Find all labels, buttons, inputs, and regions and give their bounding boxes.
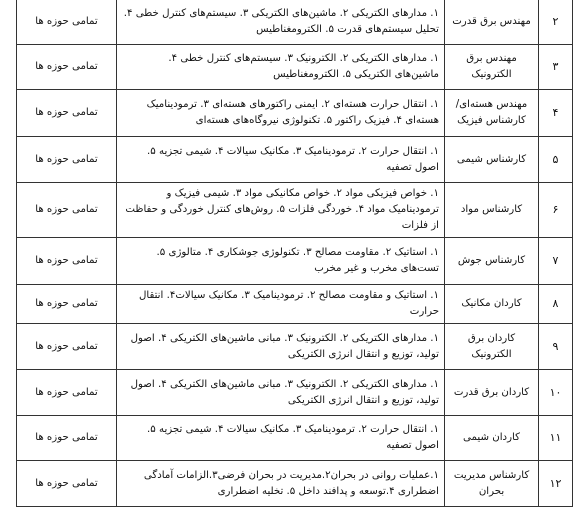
row-number: ۴	[539, 90, 573, 137]
job-title: کاردان برق الکترونیک	[445, 324, 539, 370]
row-number: ۶	[539, 183, 573, 238]
scope: تمامی حوزه ها	[17, 183, 117, 238]
scope: تمامی حوزه ها	[17, 461, 117, 507]
row-number: ۵	[539, 137, 573, 183]
table-row	[17, 90, 573, 137]
table-row	[17, 370, 573, 416]
scope: تمامی حوزه ها	[17, 0, 117, 45]
job-title: کاردان مکانیک	[445, 285, 539, 324]
exam-topics: ۱. مدارهای الکتریکی ۲. الکترونیک ۳. سیستم‌های کنترل خطی ۴. ماشین‌های الکتریکی ۵. الکترومغناطیس	[117, 45, 445, 90]
exam-topics: ۱.عملیات روانی در بحران۲.مدیریت در بحران فرضی۳.الزامات آمادگی اضطراری ۴.توسعه و پدافند داخل ۵. تخلیه اضطراری	[117, 461, 445, 507]
scope: تمامی حوزه ها	[17, 238, 117, 285]
table-row	[17, 137, 573, 183]
exam-topics: ۱. انتقال حرارت هسته‌ای ۲. ایمنی راکتورهای هسته‌ای ۳. ترمودینامیک هسته‌ای ۴. فیزیک راکتور ۵. تکنولوژی نیروگاه‌های هسته‌ای	[117, 90, 445, 137]
table-row	[17, 285, 573, 324]
job-title: مهندس هسته‌ای/ کارشناس فیزیک	[445, 90, 539, 137]
row-number: ۹	[539, 324, 573, 370]
job-title: مهندس برق قدرت	[445, 0, 539, 45]
job-title: کارشناس شیمی	[445, 137, 539, 183]
table-row	[17, 238, 573, 285]
scope: تمامی حوزه ها	[17, 90, 117, 137]
table-row	[17, 183, 573, 238]
row-number: ۷	[539, 238, 573, 285]
exam-topics: ۱. مدارهای الکتریکی ۲. الکترونیک ۳. مبانی ماشین‌های الکتریکی ۴. اصول تولید، توزیع و انتقال انرژی الکتریکی	[117, 324, 445, 370]
row-number: ۲	[539, 0, 573, 45]
scope: تمامی حوزه ها	[17, 45, 117, 90]
job-title: کارشناس مدیریت بحران	[445, 461, 539, 507]
row-number: ۱۰	[539, 370, 573, 416]
job-title: کارشناس جوش	[445, 238, 539, 285]
exam-topics: ۱. خواص فیزیکی مواد ۲. خواص مکانیکی مواد ۳. شیمی فیزیک و ترمودینامیک مواد ۴. خوردگی فلزات ۵. روش‌های کنترل خوردگی و حفاظت از فلزات	[117, 183, 445, 238]
exam-topics: ۱. مدارهای الکتریکی ۲. ماشین‌های الکتریکی ۳. سیستم‌های کنترل خطی ۴. تحلیل سیستم‌های قدرت ۵. الکترومغناطیس	[117, 0, 445, 45]
row-number: ۱۲	[539, 461, 573, 507]
scope: تمامی حوزه ها	[17, 285, 117, 324]
exam-topics-table	[16, 0, 573, 507]
scope: تمامی حوزه ها	[17, 137, 117, 183]
table-row	[17, 45, 573, 90]
job-title: کاردان برق قدرت	[445, 370, 539, 416]
scope: تمامی حوزه ها	[17, 370, 117, 416]
exam-topics: ۱. استاتیک ۲. مقاومت مصالح ۳. تکنولوژی جوشکاری ۴. متالوژی ۵. تست‌های مخرب و غیر مخرب	[117, 238, 445, 285]
row-number: ۱۱	[539, 416, 573, 461]
table-row	[17, 0, 573, 45]
exam-topics: ۱. مدارهای الکتریکی ۲. الکترونیک ۳. مبانی ماشین‌های الکتریکی ۴. اصول تولید، توزیع و انتقال انرژی الکتریکی	[117, 370, 445, 416]
exam-topics: ۱. انتقال حرارت ۲. ترمودینامیک ۳. مکانیک سیالات ۴. شیمی تجزیه ۵. اصول تصفیه	[117, 137, 445, 183]
scope: تمامی حوزه ها	[17, 416, 117, 461]
row-number: ۸	[539, 285, 573, 324]
table-row	[17, 461, 573, 507]
table-row	[17, 324, 573, 370]
exam-topics: ۱. انتقال حرارت ۲. ترمودینامیک ۳. مکانیک سیالات ۴. شیمی تجزیه ۵. اصول تصفیه	[117, 416, 445, 461]
job-title: مهندس برق الکترونیک	[445, 45, 539, 90]
job-title: کاردان شیمی	[445, 416, 539, 461]
row-number: ۳	[539, 45, 573, 90]
scope: تمامی حوزه ها	[17, 324, 117, 370]
table-row	[17, 416, 573, 461]
job-title: کارشناس مواد	[445, 183, 539, 238]
exam-topics: ۱. استاتیک و مقاومت مصالح ۲. ترمودینامیک ۳. مکانیک سیالات۴. انتقال حرارت	[117, 285, 445, 324]
